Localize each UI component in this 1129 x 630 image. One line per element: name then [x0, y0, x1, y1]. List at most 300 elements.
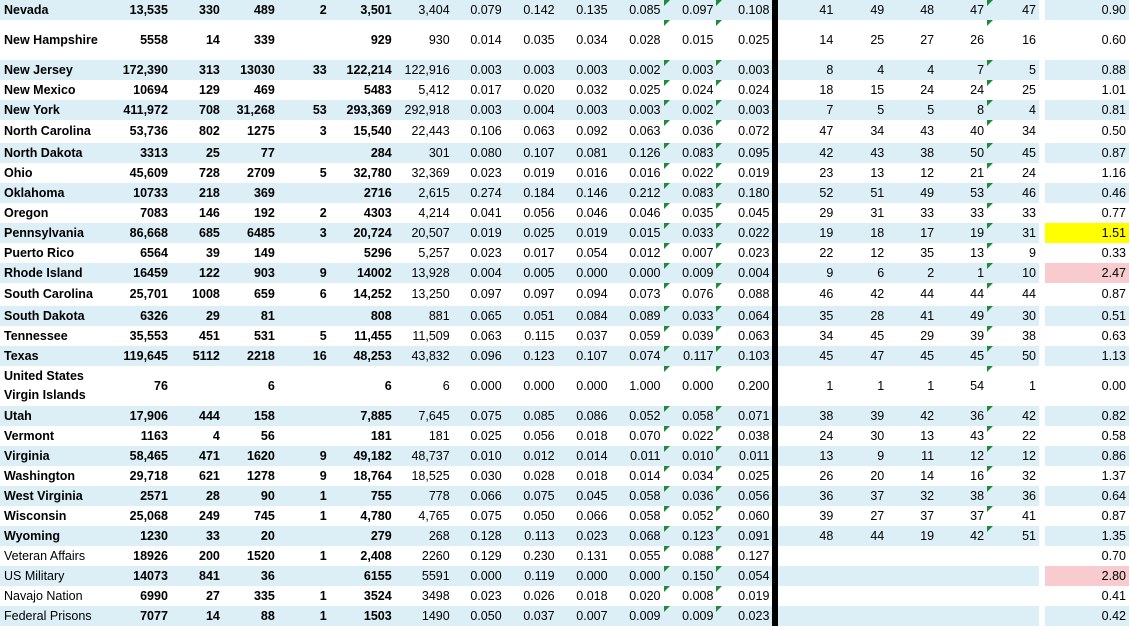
cell-c6[interactable]: 32,369: [411, 165, 450, 180]
cell-c4[interactable]: 3: [278, 223, 330, 243]
cell-r4[interactable]: 43: [970, 428, 985, 443]
cell-r2[interactable]: [836, 546, 887, 566]
cell-c9[interactable]: 0.045: [558, 486, 611, 506]
cell-c9[interactable]: 0.003: [558, 100, 611, 120]
cell-c12[interactable]: 0.022: [716, 223, 772, 243]
cell-c9[interactable]: 0.092: [576, 124, 608, 138]
cell-r4[interactable]: 36: [937, 406, 987, 426]
cell-c5[interactable]: 5296: [363, 245, 392, 260]
cell-r4[interactable]: 53: [937, 183, 987, 203]
cell-c3[interactable]: 1275: [247, 124, 275, 138]
cell-r1[interactable]: 9: [778, 263, 836, 283]
cell-c11[interactable]: 0.009: [664, 263, 717, 283]
cell-c2[interactable]: 14: [205, 32, 220, 47]
cell-c3[interactable]: 339: [253, 32, 275, 47]
cell-c1[interactable]: 1230: [110, 526, 171, 546]
cell-r4[interactable]: 50: [937, 143, 987, 163]
cell-c3[interactable]: 903: [223, 263, 278, 283]
cell-c3[interactable]: 1278: [247, 468, 275, 483]
cell-state[interactable]: US Military: [0, 566, 110, 586]
cell-r2[interactable]: 18: [836, 223, 887, 243]
cell-c5[interactable]: 6: [384, 378, 392, 393]
cell-r4[interactable]: 8: [937, 100, 987, 120]
cell-r1[interactable]: [778, 606, 836, 626]
cell-c7[interactable]: 0.063: [470, 328, 502, 343]
cell-c5[interactable]: 20,724: [330, 223, 395, 243]
cell-r2[interactable]: 1: [877, 378, 885, 393]
cell-c4[interactable]: 1: [278, 606, 330, 626]
cell-c1[interactable]: 7083: [140, 205, 168, 220]
cell-c4[interactable]: 1: [319, 548, 327, 563]
cell-r2[interactable]: 28: [836, 306, 887, 326]
cell-r2[interactable]: 42: [870, 287, 885, 301]
cell-c4[interactable]: [278, 306, 330, 326]
cell-c9[interactable]: 0.084: [558, 306, 611, 326]
cell-c10[interactable]: 0.055: [629, 548, 661, 563]
cell-r2[interactable]: [836, 566, 887, 586]
cell-c5[interactable]: 1503: [330, 606, 395, 626]
cell-c8[interactable]: 0.056: [523, 205, 555, 220]
cell-c3[interactable]: 531: [253, 328, 275, 343]
cell-c6[interactable]: 292,918: [395, 100, 453, 120]
cell-c10[interactable]: 1.000: [629, 378, 661, 393]
cell-c5[interactable]: 32,780: [353, 165, 392, 180]
cell-r3[interactable]: 43: [920, 124, 935, 138]
cell-c3[interactable]: 77: [223, 143, 278, 163]
cell-c2[interactable]: 444: [171, 406, 223, 426]
cell-c3[interactable]: 81: [223, 306, 278, 326]
cell-c10[interactable]: 0.016: [629, 165, 661, 180]
cell-c1[interactable]: 76: [154, 378, 168, 393]
cell-r3[interactable]: 17: [887, 223, 937, 243]
cell-r5[interactable]: [987, 566, 1039, 586]
cell-r4[interactable]: 45: [937, 346, 987, 366]
cell-r1[interactable]: 19: [778, 223, 836, 243]
cell-c2[interactable]: 218: [171, 183, 223, 203]
cell-r2[interactable]: 13: [870, 165, 885, 180]
cell-r1[interactable]: 29: [819, 205, 834, 220]
cell-c4[interactable]: 9: [278, 446, 330, 466]
cell-score[interactable]: 0.87: [1045, 143, 1129, 163]
cell-c3[interactable]: 56: [260, 428, 275, 443]
cell-c11[interactable]: 0.024: [664, 80, 717, 100]
cell-c6[interactable]: 6: [442, 378, 450, 393]
cell-c11[interactable]: 0.035: [664, 203, 717, 223]
cell-c8[interactable]: 0.012: [505, 446, 558, 466]
cell-r5[interactable]: 47: [987, 0, 1039, 20]
cell-r5[interactable]: 45: [987, 143, 1039, 163]
cell-state[interactable]: Ohio: [4, 165, 33, 180]
cell-c11[interactable]: 0.002: [664, 100, 717, 120]
cell-state[interactable]: New York: [0, 100, 110, 120]
cell-c12[interactable]: 0.054: [716, 566, 772, 586]
cell-c7[interactable]: 0.023: [470, 588, 502, 603]
cell-score[interactable]: 0.51: [1045, 306, 1129, 326]
cell-c12[interactable]: 0.064: [716, 306, 772, 326]
cell-r4[interactable]: 16: [970, 468, 985, 483]
cell-c12[interactable]: 0.023: [716, 243, 772, 263]
cell-c5[interactable]: 122,214: [330, 60, 395, 80]
cell-r4[interactable]: 44: [970, 287, 985, 301]
cell-state[interactable]: North Dakota: [0, 143, 110, 163]
cell-c12[interactable]: 0.108: [716, 0, 772, 20]
cell-c9[interactable]: 0.081: [558, 143, 611, 163]
cell-c7[interactable]: 0.075: [453, 406, 505, 426]
cell-c11[interactable]: 0.088: [664, 546, 717, 566]
cell-r1[interactable]: 14: [819, 32, 834, 47]
cell-r5[interactable]: 31: [987, 223, 1039, 243]
cell-c7[interactable]: 0.025: [470, 428, 502, 443]
cell-r4[interactable]: 49: [937, 306, 987, 326]
cell-c6[interactable]: 181: [428, 428, 450, 443]
cell-c2[interactable]: 1008: [192, 287, 220, 301]
cell-c10[interactable]: 0.020: [629, 588, 661, 603]
cell-c4[interactable]: 5: [319, 328, 327, 343]
cell-state[interactable]: New Jersey: [0, 60, 110, 80]
cell-c8[interactable]: 0.063: [523, 124, 555, 138]
cell-r3[interactable]: 11: [887, 446, 937, 466]
cell-r1[interactable]: 38: [778, 406, 836, 426]
cell-c7[interactable]: 0.030: [470, 468, 502, 483]
cell-r2[interactable]: 6: [836, 263, 887, 283]
cell-c2[interactable]: 330: [171, 0, 223, 20]
cell-c3[interactable]: 469: [253, 82, 275, 97]
cell-c11[interactable]: 0.003: [664, 60, 717, 80]
cell-c2[interactable]: 25: [171, 143, 223, 163]
cell-c9[interactable]: 0.094: [576, 287, 608, 301]
cell-c2[interactable]: 200: [199, 548, 220, 563]
cell-c9[interactable]: 0.066: [576, 508, 608, 523]
cell-c7[interactable]: 0.023: [470, 165, 502, 180]
cell-c7[interactable]: 0.014: [470, 32, 502, 47]
cell-c12[interactable]: 0.019: [716, 586, 772, 606]
cell-c3[interactable]: 88: [223, 606, 278, 626]
cell-state[interactable]: Vermont: [4, 428, 55, 443]
cell-c2[interactable]: [171, 366, 223, 406]
cell-r1[interactable]: 8: [778, 60, 836, 80]
cell-c7[interactable]: 0.097: [470, 287, 502, 301]
cell-c1[interactable]: 29,718: [129, 468, 168, 483]
cell-r3[interactable]: [887, 606, 937, 626]
cell-c11[interactable]: 0.097: [664, 0, 717, 20]
cell-c3[interactable]: 90: [223, 486, 278, 506]
cell-c7[interactable]: 0.000: [470, 378, 502, 393]
cell-r5[interactable]: 9: [987, 243, 1039, 263]
cell-c4[interactable]: 6: [319, 287, 327, 301]
cell-r5[interactable]: [987, 546, 1039, 566]
cell-c10[interactable]: 0.000: [611, 566, 664, 586]
cell-c5[interactable]: 808: [330, 306, 395, 326]
cell-r4[interactable]: 40: [970, 124, 985, 138]
cell-c5[interactable]: 6155: [330, 566, 395, 586]
cell-r3[interactable]: 5: [887, 100, 937, 120]
cell-r3[interactable]: 45: [887, 346, 937, 366]
cell-c4[interactable]: [278, 526, 330, 546]
cell-c8[interactable]: 0.020: [523, 82, 555, 97]
cell-c1[interactable]: 5558: [140, 32, 168, 47]
cell-r1[interactable]: 45: [778, 346, 836, 366]
cell-r5[interactable]: 1: [987, 366, 1039, 406]
cell-c6[interactable]: 5,412: [418, 82, 450, 97]
cell-r3[interactable]: 13: [920, 428, 935, 443]
cell-c2[interactable]: 313: [171, 60, 223, 80]
cell-r5[interactable]: 44: [987, 283, 1039, 306]
cell-c4[interactable]: 1: [319, 588, 327, 603]
cell-score[interactable]: 0.64: [1045, 486, 1129, 506]
cell-c7[interactable]: 0.023: [470, 245, 502, 260]
cell-c2[interactable]: 841: [171, 566, 223, 586]
cell-c2[interactable]: 471: [171, 446, 223, 466]
cell-score[interactable]: 1.16: [1101, 165, 1126, 180]
cell-c8[interactable]: 0.085: [505, 406, 558, 426]
cell-r2[interactable]: 9: [836, 446, 887, 466]
cell-c6[interactable]: 2260: [421, 548, 450, 563]
cell-c11[interactable]: 0.076: [664, 283, 717, 306]
cell-c8[interactable]: 0.000: [523, 378, 555, 393]
cell-c12[interactable]: 0.025: [716, 466, 772, 486]
cell-r4[interactable]: 12: [937, 446, 987, 466]
cell-r5[interactable]: 36: [987, 486, 1039, 506]
cell-state[interactable]: Washington: [4, 468, 76, 483]
cell-c11[interactable]: 0.083: [664, 143, 717, 163]
cell-r2[interactable]: 51: [836, 183, 887, 203]
cell-score[interactable]: 0.87: [1101, 508, 1126, 523]
cell-r4[interactable]: 54: [970, 378, 985, 393]
cell-c6[interactable]: 22,443: [411, 124, 450, 138]
cell-c9[interactable]: 0.146: [558, 183, 611, 203]
cell-r1[interactable]: 41: [778, 0, 836, 20]
cell-r5[interactable]: 46: [987, 183, 1039, 203]
cell-c4[interactable]: [278, 20, 330, 60]
cell-c6[interactable]: 881: [395, 306, 453, 326]
cell-c9[interactable]: 0.131: [576, 548, 608, 563]
cell-state[interactable]: New Hampshire: [4, 32, 98, 47]
cell-c12[interactable]: 0.003: [716, 100, 772, 120]
cell-state[interactable]: Tennessee: [4, 328, 68, 343]
cell-c11[interactable]: 0.009: [664, 606, 717, 626]
cell-r5[interactable]: 16: [987, 20, 1039, 60]
cell-r1[interactable]: [778, 566, 836, 586]
cell-r4[interactable]: 13: [970, 245, 985, 260]
cell-c11[interactable]: 0.052: [664, 506, 717, 526]
cell-r1[interactable]: 13: [778, 446, 836, 466]
cell-c12[interactable]: 0.060: [716, 506, 772, 526]
cell-c4[interactable]: [278, 183, 330, 203]
cell-c12[interactable]: 0.004: [716, 263, 772, 283]
cell-c5[interactable]: 15,540: [353, 124, 392, 138]
cell-c5[interactable]: 4,780: [360, 508, 392, 523]
cell-r1[interactable]: 47: [819, 124, 834, 138]
cell-c10[interactable]: 0.089: [611, 306, 664, 326]
cell-c8[interactable]: 0.119: [505, 566, 558, 586]
cell-c9[interactable]: 0.019: [558, 223, 611, 243]
cell-state[interactable]: Virginia: [0, 446, 110, 466]
cell-state[interactable]: Texas: [0, 346, 110, 366]
cell-c10[interactable]: 0.015: [611, 223, 664, 243]
cell-state[interactable]: Utah: [0, 406, 110, 426]
cell-c5[interactable]: 7,885: [330, 406, 395, 426]
cell-r3[interactable]: 27: [920, 32, 935, 47]
cell-c2[interactable]: 28: [171, 486, 223, 506]
cell-c4[interactable]: 3: [319, 124, 327, 138]
cell-c1[interactable]: 53,736: [129, 124, 168, 138]
cell-r3[interactable]: 14: [920, 468, 935, 483]
cell-c10[interactable]: 0.073: [629, 287, 661, 301]
cell-r2[interactable]: 4: [836, 60, 887, 80]
cell-r5[interactable]: [987, 586, 1039, 606]
cell-r2[interactable]: 30: [870, 428, 885, 443]
cell-score[interactable]: 1.13: [1045, 346, 1129, 366]
cell-c5[interactable]: 293,369: [330, 100, 395, 120]
cell-r5[interactable]: 34: [987, 120, 1039, 143]
cell-r5[interactable]: 22: [987, 426, 1039, 446]
cell-r2[interactable]: 49: [836, 0, 887, 20]
cell-r4[interactable]: 37: [970, 508, 985, 523]
cell-c2[interactable]: 122: [171, 263, 223, 283]
cell-r5[interactable]: 10: [987, 263, 1039, 283]
cell-c8[interactable]: 0.028: [523, 468, 555, 483]
cell-c8[interactable]: 0.050: [523, 508, 555, 523]
cell-c5[interactable]: 755: [330, 486, 395, 506]
cell-c10[interactable]: 0.085: [611, 0, 664, 20]
cell-c10[interactable]: 0.003: [611, 100, 664, 120]
cell-score[interactable]: 2.80: [1045, 566, 1129, 586]
cell-r1[interactable]: 39: [819, 508, 834, 523]
cell-c5[interactable]: 14,252: [353, 287, 392, 301]
cell-c7[interactable]: 0.075: [470, 508, 502, 523]
cell-c7[interactable]: 0.019: [453, 223, 505, 243]
cell-r2[interactable]: [836, 606, 887, 626]
cell-score[interactable]: 0.58: [1101, 428, 1126, 443]
cell-score[interactable]: 0.86: [1045, 446, 1129, 466]
cell-c12[interactable]: 0.056: [716, 486, 772, 506]
cell-state[interactable]: Pennsylvania: [0, 223, 110, 243]
cell-r1[interactable]: 23: [819, 165, 834, 180]
cell-c8[interactable]: 0.115: [524, 328, 555, 343]
cell-c6[interactable]: 301: [395, 143, 453, 163]
cell-c9[interactable]: 0.018: [576, 588, 608, 603]
cell-r3[interactable]: 32: [887, 486, 937, 506]
cell-c12[interactable]: 0.019: [716, 163, 772, 183]
cell-r1[interactable]: 22: [819, 245, 834, 260]
cell-c9[interactable]: 0.018: [576, 428, 608, 443]
cell-c8[interactable]: 0.051: [505, 306, 558, 326]
cell-c8[interactable]: 0.025: [505, 223, 558, 243]
cell-state[interactable]: Nevada: [0, 0, 110, 20]
cell-c4[interactable]: [278, 143, 330, 163]
cell-c5[interactable]: 929: [370, 32, 392, 47]
cell-r4[interactable]: 42: [937, 526, 987, 546]
cell-c5[interactable]: 11,455: [354, 328, 392, 343]
cell-c4[interactable]: 2: [278, 0, 330, 20]
cell-c5[interactable]: 284: [330, 143, 395, 163]
cell-c6[interactable]: 778: [395, 486, 453, 506]
cell-r5[interactable]: 24: [987, 163, 1039, 183]
cell-c1[interactable]: 411,972: [110, 100, 171, 120]
cell-c3[interactable]: 20: [223, 526, 278, 546]
cell-score[interactable]: 0.81: [1045, 100, 1129, 120]
cell-score[interactable]: 0.90: [1045, 0, 1129, 20]
cell-r3[interactable]: [887, 586, 937, 606]
cell-c3[interactable]: 2709: [247, 165, 275, 180]
cell-r1[interactable]: 42: [778, 143, 836, 163]
cell-c10[interactable]: 0.058: [611, 486, 664, 506]
cell-r2[interactable]: 31: [870, 205, 885, 220]
cell-c12[interactable]: 0.127: [716, 546, 772, 566]
cell-c10[interactable]: 0.068: [611, 526, 664, 546]
cell-r1[interactable]: [778, 546, 836, 566]
cell-c10[interactable]: 0.063: [629, 124, 661, 138]
cell-c12[interactable]: 0.045: [716, 203, 772, 223]
cell-r2[interactable]: 45: [870, 328, 885, 343]
cell-c10[interactable]: 0.011: [611, 446, 664, 466]
cell-c4[interactable]: 33: [278, 60, 330, 80]
cell-c10[interactable]: 0.012: [629, 245, 661, 260]
cell-c11[interactable]: 0.083: [664, 183, 717, 203]
cell-c6[interactable]: 1490: [395, 606, 453, 626]
cell-c12[interactable]: 0.091: [716, 526, 772, 546]
cell-c5[interactable]: 5483: [363, 82, 392, 97]
cell-c9[interactable]: 0.107: [558, 346, 611, 366]
cell-c5[interactable]: 3,501: [330, 0, 395, 20]
cell-c1[interactable]: 6990: [140, 588, 168, 603]
cell-c3[interactable]: 158: [223, 406, 278, 426]
cell-c8[interactable]: 0.075: [505, 486, 558, 506]
cell-c12[interactable]: 0.023: [716, 606, 772, 626]
cell-r4[interactable]: 38: [937, 486, 987, 506]
cell-c7[interactable]: 0.128: [453, 526, 505, 546]
cell-c2[interactable]: 249: [199, 508, 220, 523]
cell-r2[interactable]: 15: [870, 82, 885, 97]
cell-r3[interactable]: 42: [887, 406, 937, 426]
cell-state[interactable]: West Virginia: [0, 486, 110, 506]
cell-state[interactable]: Federal Prisons: [0, 606, 110, 626]
cell-c10[interactable]: 0.070: [629, 428, 661, 443]
cell-c4[interactable]: 16: [278, 346, 330, 366]
cell-c2[interactable]: 5112: [171, 346, 223, 366]
cell-c11[interactable]: 0.015: [664, 20, 717, 60]
cell-c1[interactable]: 2571: [110, 486, 171, 506]
cell-c1[interactable]: 119,645: [110, 346, 171, 366]
cell-c2[interactable]: 29: [171, 306, 223, 326]
cell-r3[interactable]: 48: [887, 0, 937, 20]
cell-c10[interactable]: 0.212: [611, 183, 664, 203]
cell-r3[interactable]: [887, 566, 937, 586]
cell-c1[interactable]: 18926: [133, 548, 168, 563]
cell-r5[interactable]: 25: [987, 80, 1039, 100]
cell-c10[interactable]: 0.025: [629, 82, 661, 97]
cell-c10[interactable]: 0.028: [629, 32, 661, 47]
cell-r4[interactable]: 47: [937, 0, 987, 20]
cell-c7[interactable]: 0.003: [453, 60, 505, 80]
cell-c3[interactable]: 149: [253, 245, 275, 260]
cell-c6[interactable]: 48,737: [395, 446, 453, 466]
cell-r4[interactable]: 39: [970, 328, 985, 343]
cell-r3[interactable]: 33: [920, 205, 935, 220]
cell-c11[interactable]: 0.117: [664, 346, 717, 366]
cell-r1[interactable]: 48: [778, 526, 836, 546]
cell-c7[interactable]: 0.000: [453, 566, 505, 586]
cell-c7[interactable]: 0.066: [453, 486, 505, 506]
cell-r2[interactable]: 44: [836, 526, 887, 546]
cell-r2[interactable]: 43: [836, 143, 887, 163]
cell-score[interactable]: 0.60: [1101, 32, 1126, 47]
cell-c2[interactable]: 621: [199, 468, 220, 483]
cell-c3[interactable]: 36: [223, 566, 278, 586]
cell-c12[interactable]: 0.088: [716, 283, 772, 306]
cell-c8[interactable]: 0.005: [505, 263, 558, 283]
cell-c6[interactable]: 122,916: [395, 60, 453, 80]
